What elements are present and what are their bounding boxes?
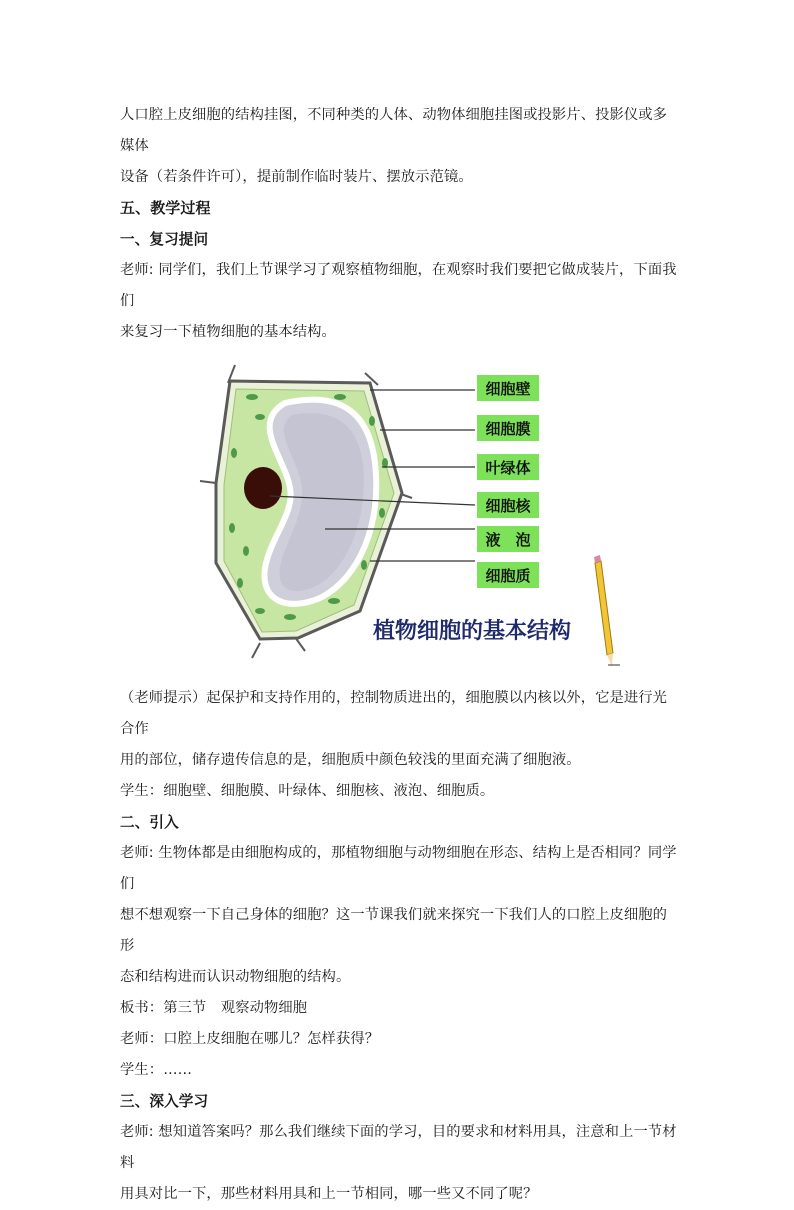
paragraph-teacher-review-line1: 老师: 同学们，我们上节课学习了观察植物细胞，在观察时我们要把它做成装片，下面我们: [120, 262, 677, 309]
label-vacuole: 液 泡: [485, 531, 531, 549]
section-heading-teaching-process: 五、教学过程: [120, 199, 211, 217]
nucleus-shape: [244, 467, 282, 509]
chloroplast: [237, 578, 243, 588]
paragraph-board-note: 板书：第三节 观察动物细胞: [120, 1000, 308, 1016]
paragraph-student-reply: 学生：……: [120, 1062, 192, 1078]
chloroplast: [229, 523, 235, 533]
label-cell-wall: 细胞壁: [485, 380, 531, 398]
paragraph-teacher-review-line2: 来复习一下植物细胞的基本结构。: [120, 324, 336, 340]
wall-extension-line: [252, 643, 260, 658]
paragraph-student-answer: 学生：细胞壁、细胞膜、叶绿体、细胞核、液泡、细胞质。: [120, 783, 495, 799]
plant-cell-diagram: [120, 353, 680, 683]
subheading-introduction: 二、引入: [120, 814, 179, 831]
chloroplast: [379, 508, 385, 518]
wall-extension-line: [200, 481, 216, 483]
paragraph-teacher-deep-line2: 用具对比一下，那些材料用具和上一节相同，哪一些又不同了呢？: [120, 1186, 538, 1202]
paragraph-materials-line1: 人口腔上皮细胞的结构挂图，不同种类的人体、动物体细胞挂图或投影片、投影仪或多媒体: [120, 107, 668, 154]
figure-title: 植物细胞的基本结构: [372, 619, 572, 644]
paragraph-teacher-hint-line1: （老师提示）起保护和支持作用的，控制物质进出的，细胞膜以内核以外，它是进行光合作: [120, 690, 668, 737]
plant-cell-figure: [120, 353, 680, 683]
document-body: [120, 100, 680, 1210]
chloroplast: [334, 394, 346, 400]
chloroplast: [255, 608, 265, 614]
chloroplast: [328, 598, 340, 604]
chloroplast: [243, 546, 249, 556]
chloroplast: [369, 416, 375, 426]
label-chloroplast: 叶绿体: [485, 459, 531, 477]
paragraph-teacher-intro-line1: 老师: 生物体都是由细胞构成的，那植物细胞与动物细胞在形态、结构上是否相同？同学们: [120, 845, 677, 892]
paragraph-teacher-hint-line2: 用的部位，储存遗传信息的是，细胞质中颜色较浅的里面充满了细胞液。: [120, 752, 581, 768]
paragraph-teacher-question: 老师：口腔上皮细胞在哪儿？怎样获得？: [120, 1031, 380, 1047]
chloroplast: [255, 414, 265, 420]
label-cell-membrane: 细胞膜: [485, 420, 531, 438]
paragraph-teacher-deep-line1: 老师: 想知道答案吗？那么我们继续下面的学习，目的要求和材料用具，注意和上一节材料: [120, 1124, 677, 1171]
subheading-deep-learning: 三、深入学习: [120, 1093, 209, 1110]
chloroplast: [231, 448, 237, 458]
label-cytoplasm: 细胞质: [485, 567, 531, 585]
paragraph-materials-line2: 设备（若条件许可），提前制作临时装片、摆放示范镜。: [120, 169, 473, 185]
paragraph-teacher-intro-line2: 想不想观察一下自己身体的细胞？这一节课我们就来探究一下我们人的口腔上皮细胞的形: [120, 907, 668, 954]
pencil-icon: [594, 555, 620, 667]
paragraph-teacher-intro-line3: 态和结构进而认识动物细胞的结构。: [120, 969, 351, 985]
chloroplast: [246, 394, 258, 400]
chloroplast: [361, 560, 367, 570]
label-nucleus: 细胞核: [485, 497, 531, 515]
subheading-review: 一、复习提问: [120, 231, 209, 248]
chloroplast: [284, 614, 296, 620]
